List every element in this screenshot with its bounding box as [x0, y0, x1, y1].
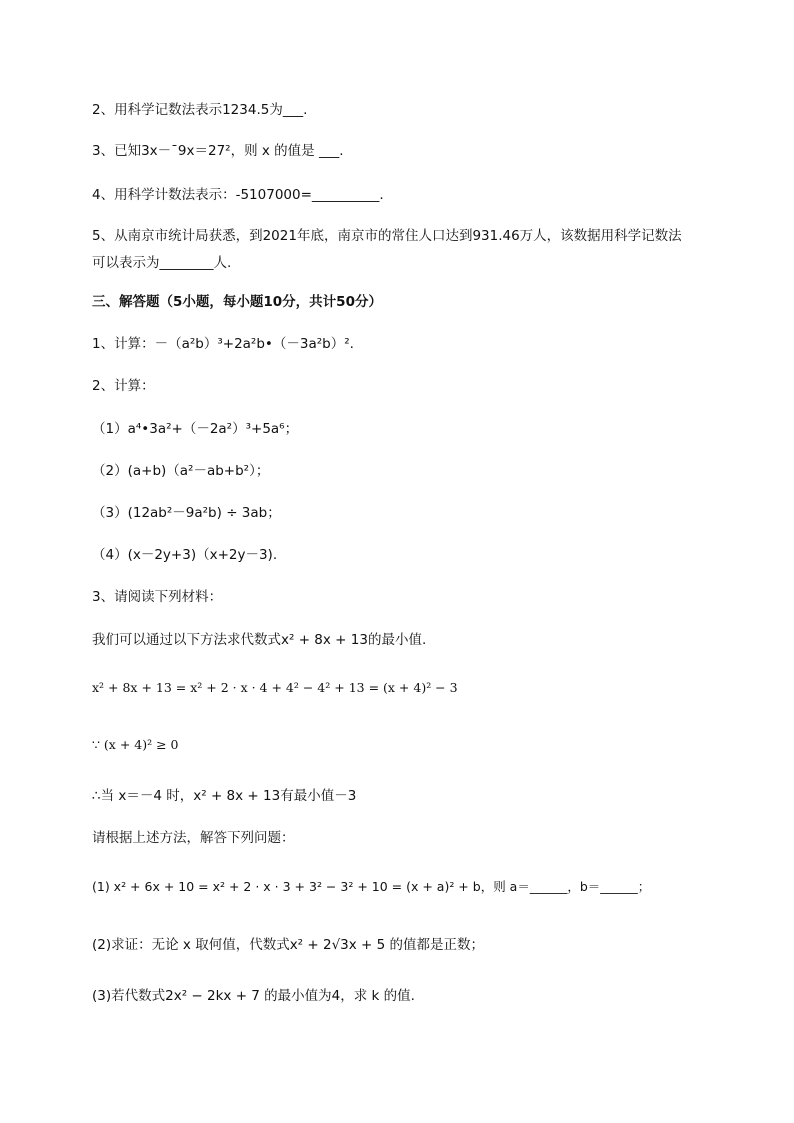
answer-q3-because: ∵ (x + 4)² ≥ 0 [92, 737, 179, 752]
answer-q1: 1、计算：－（a²b）³+2a²b•（－3a²b）². [92, 336, 354, 352]
answer-q3-prompt: 请根据上述方法，解答下列问题： [92, 830, 295, 846]
answer-q3-title: 3、请阅读下列材料： [92, 589, 223, 605]
section-3-heading: 三、解答题（5小题，每小题10分，共计50分） [92, 294, 382, 310]
fill-blank-q4: 4、用科学计数法表示：-5107000=__________. [92, 187, 384, 203]
answer-q2-part1: （1）a⁴•3a²+（－2a²）³+5a⁶； [92, 421, 299, 437]
fill-blank-q5-line2: 可以表示为________人. [92, 255, 232, 271]
answer-q3-sub2: (2)求证：无论 x 取何值，代数式x² + 2√3x + 5 的值都是正数； [92, 937, 485, 953]
answer-q3-sub3: (3)若代数式2x² − 2kx + 7 的最小值为4，求 k 的值. [92, 988, 415, 1004]
answer-q2-title: 2、计算： [92, 378, 155, 394]
answer-q2-part2: （2）(a+b)（a²－ab+b²）； [92, 463, 270, 479]
answer-q3-intro: 我们可以通过以下方法求代数式x² + 8x + 13的最小值. [92, 632, 427, 648]
answer-q2-part3: （3）(12ab²－9a²b) ÷ 3ab； [92, 505, 281, 521]
answer-q2-part4: （4）(x－2y+3)（x+2y－3). [92, 547, 278, 563]
fill-blank-q3: 3、已知3x－ˉ9x＝27²，则 x 的值是 ___. [92, 143, 344, 159]
answer-q3-therefore: ∴当 x＝－4 时，x² + 8x + 13有最小值－3 [92, 788, 357, 804]
fill-blank-q2: 2、用科学记数法表示1234.5为___. [92, 102, 308, 118]
answer-q3-equation: x² + 8x + 13 = x² + 2 · x · 4 + 4² − 4² + 13 = (x + 4)² − 3 [92, 680, 458, 695]
fill-blank-q5-line1: 5、从南京市统计局获悉，到2021年底，南京市的常住人口达到931.46万人，该数据用科学记数法 [92, 228, 682, 244]
answer-q3-sub1: (1) x² + 6x + 10 = x² + 2 · x · 3 + 3² − 3² + 10 = (x + a)² + b，则 a＝______，b＝______； [92, 879, 651, 894]
